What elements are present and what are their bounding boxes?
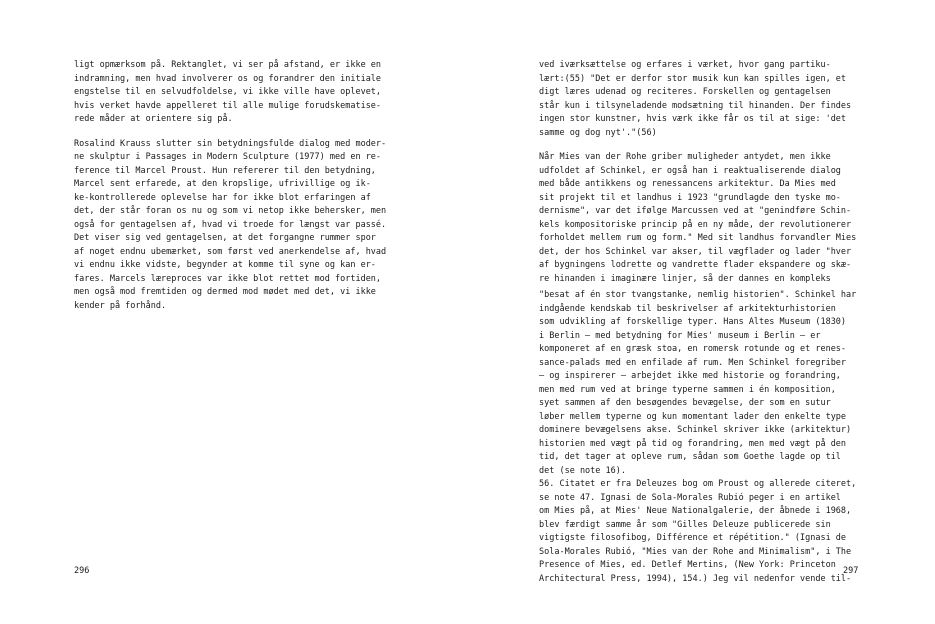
- note-text: 56. Citatet er fra Deleuzes bog om Proust og allerede citeret, se note 47. Ignasi de Sola-Morales Rubió peger i en artikel om Mies på, at Mies' Neue Nationalgalerie, der åbnede i 1968, blev færdigt samme år som "Gilles Deleuze publicerede sin vigtigste filosofibog, Différence et répétition." (Ignasi de Sola-Morales Rubió, "Mies van der Rohe and Minimalism", i The Presence of Mies, ed. Detlef Mertins, (New York: Princeton Architectural Press, 1994), 154.) Jeg vil nedenfor vende til-: [539, 479, 857, 584]
- paragraph: Rosalind Krauss slutter sin betydningsfulde dialog med moder- ne skulptur i Passages in Modern Sculpture (1977) med en re- ference til Marcel Proust. Hun refererer til den betydning, Marcel sent erfarede, at den kropslige, ufrivillige og ik- ke-kontrollerede oplevelse har for ikke blot erfaringen af det, der står foran os nu og som vi netop ikke behersker, men også for gentagelsen af, hvad vi troede for længst var passé. Det viser sig ved gentagelsen, at det forgangne rummer spor af noget endnu ubemærket, som først ved anerkendelse af, hvad vi endnu ikke vidste, begynder at komme til syne og kan er- fares. Marcels læreproces var ikke blot rettet mod fortiden, men også mod fremtiden og dermed mod mødet med det, vi ikke kender på forhånd.: [74, 138, 387, 311]
- note-text: "besat af én stor tvangstanke, nemlig historien". Schinkel har indgående kendskab til beskrivelser af arkitekturhistorien som udvikling af forskellige typer. Hans Altes Museum (1830) i Berlin — med betydning for Mies' museum i Berlin — er komponeret af en græsk stoa, en romersk rotunde og et renes- sance-palads med en enfilade af rum. Men Schinkel foregriber — og inspirerer — arbejdet ikke med historie og forandring, men med rum ved at bringe typerne sammen i én komposition, syet sammen af den besøgendes bevægelse, der som en sutur løber mellem typerne og kun momentant lader den enkelte type dominere bevægelsens akse. Schinkel skriver ikke (arkitektur) historien med vægt på tid og forandring, men med vægt på den tid, det tager at opleve rum, sådan som Goethe lagde op til det (se note 16).: [539, 290, 857, 476]
- left-page-body: [74, 59, 409, 313]
- paragraph: ved iværksættelse og erfares i værket, hvor gang partiku- lært:(55) "Det er derfor stor musik kun kan spilles igen, et digt læres udenad og reciteres. Forskellen og gentagelsen står kun i tilsyneladende modsætning til hinanden. Der findes ingen stor kunstner, hvis værk ikke får os til at sige: 'det samme og dog nyt'."(56): [539, 60, 852, 138]
- paragraph: ligt opmærksom på. Rektanglet, vi ser på afstand, er ikke en indramning, men hvad involverer os og forandrer den initiale engstelse til en selvudfoldelse, vi ikke ville have oplevet, hvis verket havde appelleret til alle mulige forudskematise- rede måder at orientere sig på.: [74, 60, 382, 124]
- paragraph: Når Mies van der Rohe griber muligheder antydet, men ikke udfoldet af Schinkel, er også han i reaktualiserende dialog med både antikkens og renessancens arkitektur. Da Mies med sit projekt til et landhus i 1923 "grundlagde den tyske mo- dernisme", var det ifølge Marcussen ved at "genindføre Schin- kels kompositoriske princip på en ny måde, der revolutionerer forholdet mellem rum og form." Med sit landhus forvandler Mies det, der hos Schinkel var akser, til vægflader og lader "hver af bygningens lodrette og vandrette flader ekspandere og skæ- re hinanden i imaginære linjer, så der dannes en kompleks: [539, 152, 857, 284]
- right-page-body: [539, 59, 874, 286]
- page-number-right: 297: [843, 566, 859, 576]
- right-page-notes: [539, 289, 874, 586]
- page-number-left: 296: [74, 566, 90, 576]
